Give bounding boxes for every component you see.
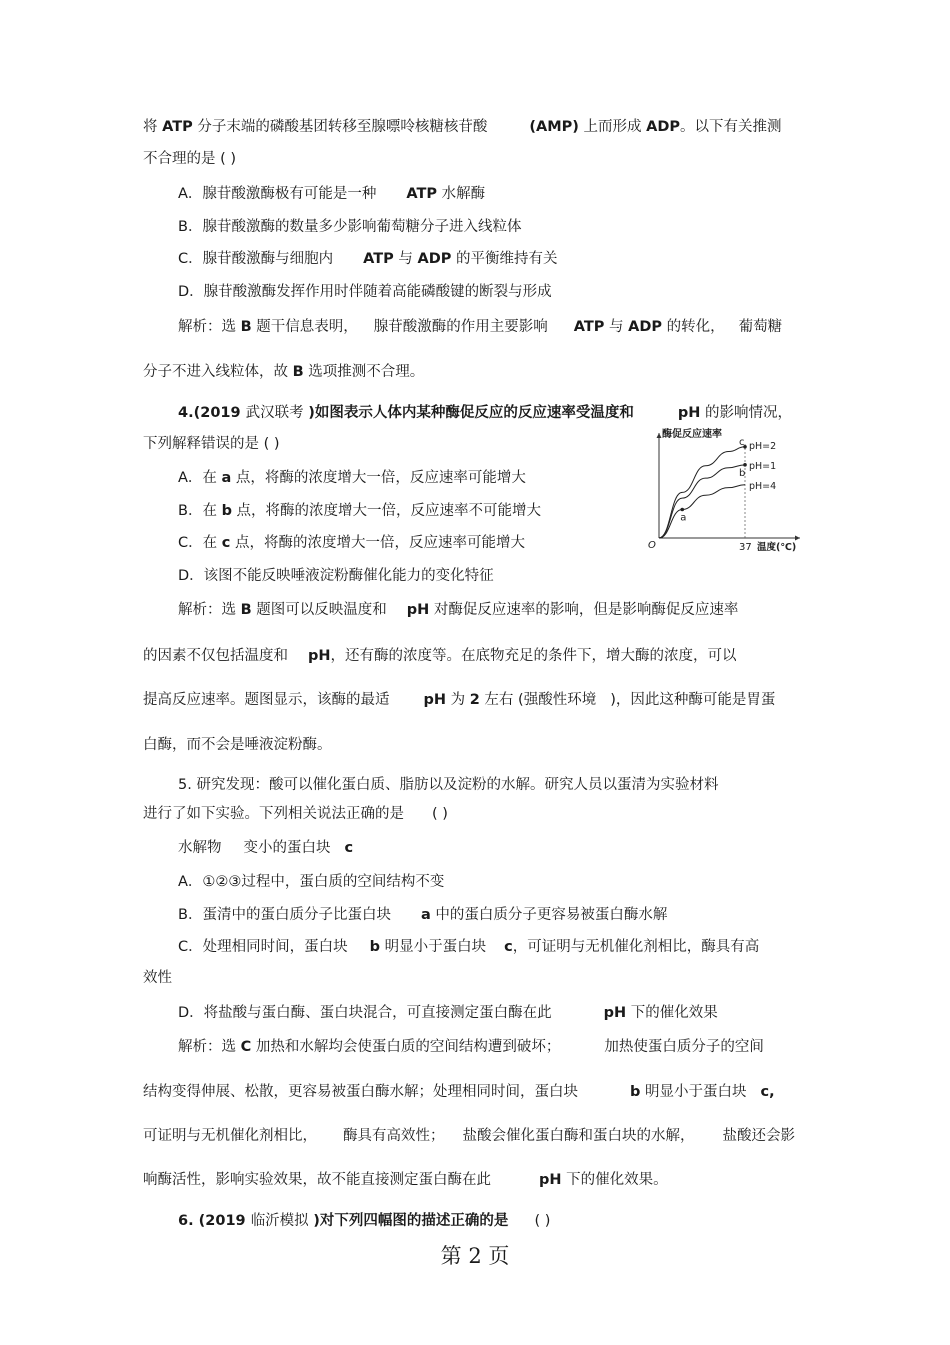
q5-analysis-line4: 响酶活性，影响实验效果，故不能直接测定蛋白酶在此 pH 下的催化效果。 — [143, 1172, 668, 1188]
q5-stem-line2: 进行了如下实验。下列相关说法正确的是 ( ) — [143, 806, 448, 822]
q5-option-c-line1: C．处理相同时间，蛋白块 b 明显小于蛋白块 c，可证明与无机催化剂相比，酶具有高 — [178, 939, 760, 955]
point-b — [743, 463, 747, 467]
q4-option-a: A．在 a 点，将酶的浓度增大一倍，反应速率可能增大 — [178, 470, 526, 486]
series-label-pH=1: pH=1 — [749, 460, 777, 472]
q4-enzyme-rate-chart — [645, 425, 810, 560]
chart-axes — [657, 433, 801, 541]
chart-labels — [648, 427, 796, 553]
q5-option-d: D．将盐酸与蛋白酶、蛋白块混合，可直接测定蛋白酶在此 pH 下的催化效果 — [178, 1005, 718, 1021]
series-pH=1 — [659, 465, 745, 538]
q3-option-c: C．腺苷酸激酶与细胞内 ATP 与 ADP 的平衡维持有关 — [178, 251, 558, 267]
q4-option-b: B．在 b 点，将酶的浓度增大一倍，反应速率不可能增大 — [178, 503, 542, 519]
q3-stem-line2: 不合理的是 ( ) — [143, 151, 237, 167]
point-label-c: c — [739, 436, 745, 448]
q3-option-d: D．腺苷酸激酶发挥作用时伴随着高能磷酸键的断裂与形成 — [178, 284, 552, 300]
y-axis-label: 酶促反应速率 — [662, 429, 722, 440]
q5-option-c-line2: 效性 — [143, 970, 172, 986]
q3-analysis-line2: 分子不进入线粒体，故 B 选项推测不合理。 — [143, 364, 425, 380]
origin-label: O — [648, 540, 656, 551]
q4-stem-line1: 4.(2019 武汉联考 )如图表示人体内某种酶促反应的反应速率受温度和 pH 的影响情况， — [178, 405, 792, 421]
series-pH=2 — [659, 447, 745, 538]
point-label-b: b — [739, 467, 746, 479]
point-a — [680, 508, 684, 512]
q4-analysis-line4: 白酶，而不会是唾液淀粉酶。 — [143, 737, 332, 753]
point-label-a: a — [680, 512, 687, 524]
page-number: 第 2 页 — [440, 1244, 510, 1268]
q3-option-a: A．腺苷酸激酶极有可能是一种 ATP 水解酶 — [178, 186, 486, 202]
series-label-pH=2: pH=2 — [749, 440, 777, 452]
q4-option-c: C．在 c 点，将酶的浓度增大一倍，反应速率可能增大 — [178, 535, 525, 551]
q5-option-a: A．①②③过程中，蛋白质的空间结构不变 — [178, 874, 445, 890]
q4-analysis-line2: 的因素不仅包括温度和 pH，还有酶的浓度等。在底物充足的条件下，增大酶的浓度，可以 — [143, 648, 737, 664]
q5-option-b: B．蛋清中的蛋白质分子比蛋白块 a 中的蛋白质分子更容易被蛋白酶水解 — [178, 907, 668, 923]
chart-series — [659, 445, 747, 538]
q5-stem-line3: 水解物 变小的蛋白块 c — [178, 840, 354, 856]
series-label-pH=4: pH=4 — [749, 480, 777, 492]
q6-stem: 6. (2019 临沂模拟 )对下列四幅图的描述正确的是 ( ) — [178, 1213, 551, 1229]
q3-stem-line1: 将 ATP 分子末端的磷酸基团转移至腺嘌呤核糖核苷酸 (AMP) 上而形成 ADP。以下有关推测 — [143, 119, 782, 135]
q5-analysis-line2: 结构变得伸展、松散，更容易被蛋白酶水解；处理相同时间，蛋白块 b 明显小于蛋白块 c, — [143, 1084, 775, 1100]
q4-option-d: D．该图不能反映唾液淀粉酶催化能力的变化特征 — [178, 568, 494, 584]
y-axis-arrow — [657, 433, 662, 438]
x-axis-arrow — [795, 536, 800, 541]
q4-analysis-line1: 解析：选 B 题图可以反映温度和 pH 对酶促反应速率的影响，但是影响酶促反应速率 — [178, 602, 739, 618]
q4-analysis-line3: 提高反应速率。题图显示，该酶的最适 pH 为 2 左右 (强酸性环境 )，因此这种酶可能是胃蛋 — [143, 692, 776, 708]
q5-stem-line1: 5. 研究发现：酸可以催化蛋白质、脂肪以及淀粉的水解。研究人员以蛋清为实验材料 — [178, 777, 719, 793]
q5-analysis-line1: 解析：选 C 加热和水解均会使蛋白质的空间结构遭到破坏； 加热使蛋白质分子的空间 — [178, 1039, 764, 1055]
q3-option-b: B．腺苷酸激酶的数量多少影响葡萄糖分子进入线粒体 — [178, 219, 522, 235]
q3-analysis-line1: 解析：选 B 题干信息表明， 腺苷酸激酶的作用主要影响 ATP 与 ADP 的转化， 葡萄糖 — [178, 319, 783, 335]
x-tick-37: 37 — [739, 542, 752, 553]
x-axis-label: 温度(℃) — [757, 542, 797, 553]
q5-analysis-line3: 可证明与无机催化剂相比， 酶具有高效性； 盐酸会催化蛋白酶和蛋白块的水解， 盐酸还会影 — [143, 1128, 795, 1144]
q4-stem-line2: 下列解释错误的是 ( ) — [143, 436, 280, 452]
